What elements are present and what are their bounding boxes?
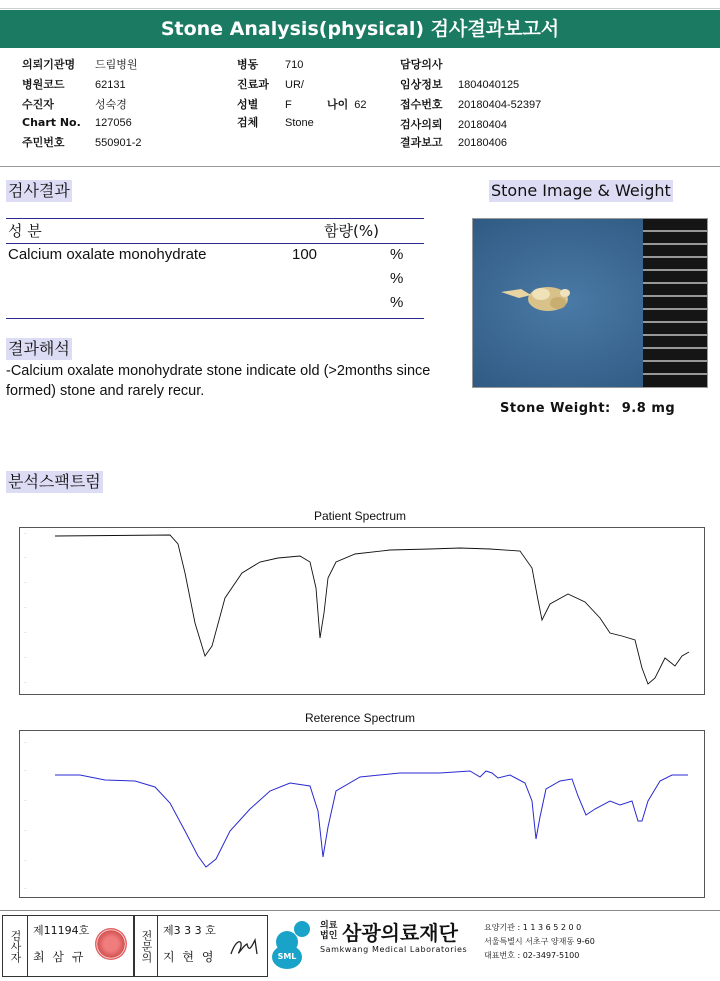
specialist-license: 제3 3 3 호 xyxy=(163,924,216,937)
org-name-en: Samkwang Medical Laboratories xyxy=(320,945,468,954)
org-phone: 대표번호 : 02-3497-5100 xyxy=(484,951,580,960)
table-header-rule xyxy=(6,243,424,244)
stone-heading: Stone Image & Weight xyxy=(491,181,671,200)
info-value: UR/ xyxy=(285,79,304,91)
info-field xyxy=(400,76,519,92)
seal-stamp-icon xyxy=(95,928,127,960)
reference-spectrum-title: Reterence Spectrum xyxy=(304,711,416,725)
component-unit: % xyxy=(390,270,404,287)
svg-text:—: — xyxy=(24,605,27,609)
table-bottom-rule xyxy=(6,318,424,319)
info-value: 드림병원 xyxy=(95,59,138,71)
report-title: Stone Analysis(physical) 검사결과보고서 xyxy=(0,10,720,48)
info-label: 의뢰기관명 xyxy=(22,58,76,71)
svg-text:—: — xyxy=(24,680,27,684)
info-field xyxy=(237,114,314,130)
info-value: 62131 xyxy=(95,79,126,91)
info-label: 임상정보 xyxy=(400,78,443,91)
info-value: 성숙경 xyxy=(95,99,127,111)
component-header: 성 분 xyxy=(8,222,42,240)
sml-logo-icon: SML xyxy=(272,919,316,969)
org-contact xyxy=(484,921,595,963)
inspector-label: 검사자 xyxy=(3,916,28,976)
inspector-name: 최 삼 규 xyxy=(33,950,86,964)
svg-text:—: — xyxy=(24,768,27,772)
signature-icon xyxy=(227,934,263,960)
info-label: Chart No. xyxy=(22,116,81,129)
info-field xyxy=(400,96,541,112)
info-value: Stone xyxy=(285,117,314,129)
info-value: 127056 xyxy=(95,117,132,129)
table-top-rule xyxy=(6,218,424,219)
org-name: 삼광의료재단 xyxy=(342,921,458,945)
footer xyxy=(0,910,720,981)
info-value: 1804040125 xyxy=(458,79,520,91)
component-unit: % xyxy=(390,246,404,263)
info-field xyxy=(237,96,292,112)
info-field xyxy=(22,134,142,150)
info-value: F xyxy=(285,99,292,111)
info-field xyxy=(22,76,126,92)
stone-photo xyxy=(472,218,708,388)
info-label: 검체 xyxy=(237,116,259,129)
specialist-name: 지 현 영 xyxy=(163,950,216,964)
age-label: 나이 xyxy=(327,98,349,111)
svg-text:—: — xyxy=(24,630,27,634)
results-heading: 검사결과 xyxy=(8,181,70,200)
patient-info xyxy=(0,50,720,167)
stone-weight-value: 9.8 mg xyxy=(621,401,676,416)
patient-spectrum-line xyxy=(55,535,689,684)
patient-spectrum-chart xyxy=(19,527,705,695)
inspector-license: 제11194호 xyxy=(33,924,90,937)
svg-text:—: — xyxy=(24,555,27,559)
spectrum-heading: 분석스팩트럼 xyxy=(8,472,101,491)
info-label: 성별 xyxy=(237,98,259,111)
info-label: 병원코드 xyxy=(22,78,65,91)
content-header: 함량(%) xyxy=(324,222,379,240)
top-strip xyxy=(0,0,720,9)
interpretation-text: -Calcium oxalate monohydrate stone indicate old (>2months since formed) stone and rarely recur. xyxy=(6,363,431,399)
info-value: 20180406 xyxy=(458,137,507,149)
age-field xyxy=(327,96,367,112)
info-label: 결과보고 xyxy=(400,136,443,149)
svg-text:—: — xyxy=(24,858,27,862)
stone-weight xyxy=(500,401,675,416)
info-value: 550901-2 xyxy=(95,137,142,149)
info-field xyxy=(22,56,138,72)
svg-text:—: — xyxy=(24,531,27,535)
info-field xyxy=(400,116,507,132)
info-label: 담당의사 xyxy=(400,58,443,71)
age-value: 62 xyxy=(354,99,367,111)
component-amount: 100 xyxy=(292,246,318,263)
inspector-box xyxy=(2,915,134,977)
reference-spectrum-chart xyxy=(19,730,705,898)
component-unit: % xyxy=(390,294,404,311)
specialist-label: 전문의 xyxy=(135,916,158,976)
patient-spectrum-title: Patient Spectrum xyxy=(313,509,407,523)
svg-text:—: — xyxy=(24,740,27,744)
info-label: 주민번호 xyxy=(22,136,65,149)
info-label: 진료과 xyxy=(237,78,269,91)
info-label: 병동 xyxy=(237,58,259,71)
info-value: 20180404 xyxy=(458,119,507,131)
svg-text:—: — xyxy=(24,828,27,832)
info-field xyxy=(22,96,127,112)
info-value: 20180404-52397 xyxy=(458,99,542,111)
org-address: 서울특별시 서초구 양재동 9-60 xyxy=(484,937,595,946)
info-label: 접수번호 xyxy=(400,98,443,111)
reference-spectrum-line xyxy=(55,771,688,867)
info-label: 수진자 xyxy=(22,98,54,111)
component-name: Calcium oxalate monohydrate xyxy=(8,246,207,263)
info-field xyxy=(400,56,458,72)
info-field xyxy=(400,134,507,150)
institution-code: 요양기관 : 1 1 3 6 5 2 0 0 xyxy=(484,923,582,932)
svg-text:—: — xyxy=(24,655,27,659)
svg-text:—: — xyxy=(24,580,27,584)
info-label: 검사의뢰 xyxy=(400,118,443,131)
org-type: 의료 법인 xyxy=(320,921,338,941)
interpretation-heading: 결과해석 xyxy=(8,339,70,358)
info-field xyxy=(22,116,132,129)
specialist-box xyxy=(134,915,268,977)
info-field xyxy=(237,56,303,72)
info-field xyxy=(237,76,304,92)
info-value: 710 xyxy=(285,59,304,71)
svg-text:—: — xyxy=(24,886,27,890)
svg-text:—: — xyxy=(24,798,27,802)
stone-weight-label: Stone Weight: xyxy=(500,401,611,416)
